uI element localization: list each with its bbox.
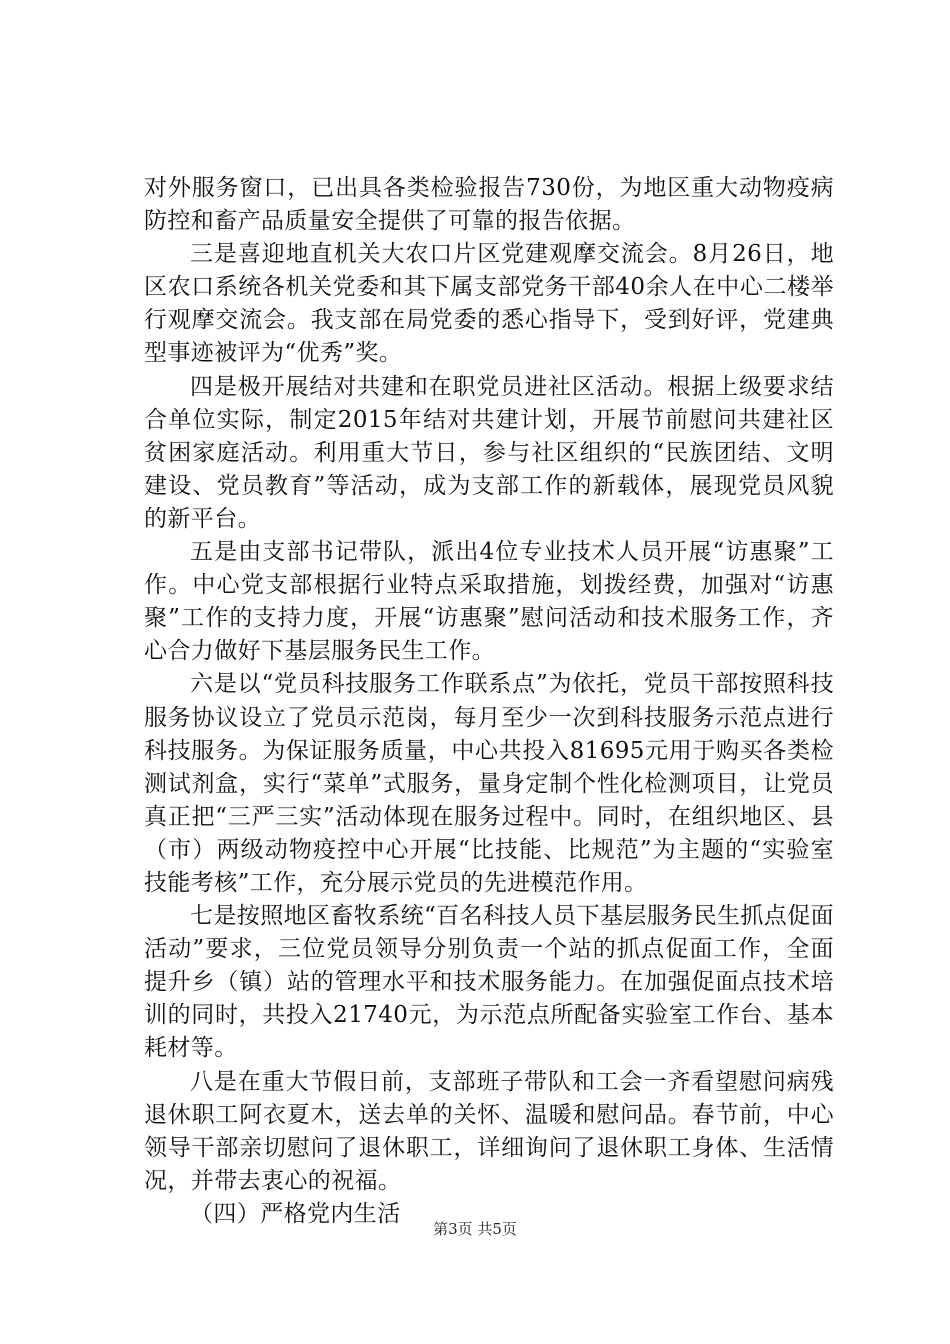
paragraph-2: 三是喜迎地直机关大农口片区党建观摩交流会。8月26日，地区农口系统各机关党委和其下属支部党务干部40余人在中心二楼举行观摩交流会。我支部在局党委的悉心指导下，受到好评，党建典型事迹被评为“优秀”奖。 xyxy=(144,241,834,367)
document-body xyxy=(144,172,834,1231)
section-heading: （四）严格党内生活 xyxy=(190,1200,401,1227)
paragraph-5: 六是以“党员科技服务工作联系点”为依托，党员干部按照科技服务协议设立了党员示范岗，每月至少一次到科技服务示范点进行科技服务。为保证服务质量，中心共投入81695元用于购买各类检测试剂盒，实行“菜单”式服务，量身定制个性化检测项目，让党员真正把“三严三实”活动体现在服务过程中。同时，在组织地区、县（市）两级动物疫控中心开展“比技能、比规范”为主题的“实验室技能考核”工作，充分展示党员的先进模范作用。 xyxy=(144,671,834,896)
page-number-footer: 第3页 共5页 xyxy=(433,1220,517,1238)
paragraph-3: 四是极开展结对共建和在职党员进社区活动。根据上级要求结合单位实际，制定2015年结对共建计划，开展节前慰问共建社区贫困家庭活动。利用重大节日，参与社区组织的“民族团结、文明建设、党员教育”等活动，成为支部工作的新载体，展现党员风貌的新平台。 xyxy=(144,373,834,532)
paragraph-4: 五是由支部书记带队，派出4位专业技术人员开展“访惠聚”工作。中心党支部根据行业特点采取措施，划拨经费，加强对“访惠聚”工作的支持力度，开展“访惠聚”慰问活动和技术服务工作，齐心合力做好下基层服务民生工作。 xyxy=(144,539,834,665)
paragraph-1: 对外服务窗口，已出具各类检验报告730份，为地区重大动物疫病防控和畜产品质量安全提供了可靠的报告依据。 xyxy=(144,175,834,235)
paragraph-7: 八是在重大节假日前，支部班子带队和工会一齐看望慰问病残退休职工阿衣夏木，送去单的关怀、温暖和慰问品。春节前，中心领导干部亲切慰问了退休职工，详细询问了退休职工身体、生活情况，并带去衷心的祝福。 xyxy=(144,1068,834,1194)
paragraph-6: 七是按照地区畜牧系统“百名科技人员下基层服务民生抓点促面活动”要求，三位党员领导分别负责一个站的抓点促面工作，全面提升乡（镇）站的管理水平和技术服务能力。在加强促面点技术培训的同时，共投入21740元，为示范点所配备实验室工作台、基本耗材等。 xyxy=(144,903,834,1062)
